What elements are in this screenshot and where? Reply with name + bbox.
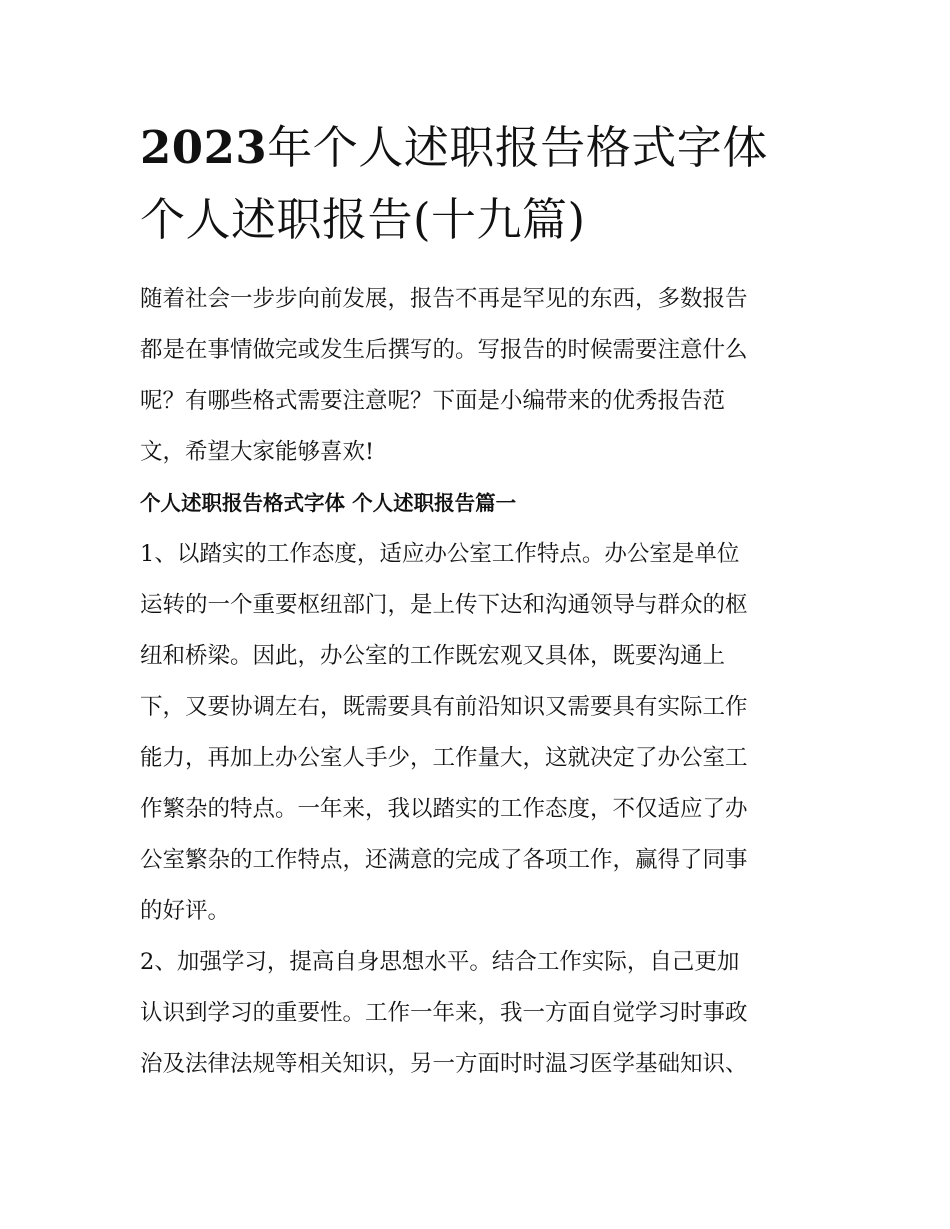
intro-line: 都是在事情做完或发生后撰写的。写报告的时候需要注意什么 [140, 337, 748, 363]
item-1-line: 下，又要协调左右，既需要具有前沿知识又需要具有实际工作 [140, 694, 748, 720]
item-2-line: 治及法律法规等相关知识，另一方面时时温习医学基础知识、 [140, 1051, 748, 1077]
title-line-1 [140, 112, 812, 184]
title-line-1-text: 年个人述职报告格式字体 [267, 121, 768, 174]
document-content [140, 112, 812, 1090]
item-1-paragraph [140, 529, 812, 937]
title-line-2: 个人述职报告(十九篇) [140, 193, 586, 246]
item-2-line: 认识到学习的重要性。工作一年来，我一方面自觉学习时事政 [140, 1000, 748, 1026]
item-1-line: 作繁杂的特点。一年来，我以踏实的工作态度，不仅适应了办 [140, 796, 748, 822]
item-1-line: 能力，再加上办公室人手少，工作量大，这就决定了办公室工 [140, 745, 748, 771]
section-heading: 个人述职报告格式字体 个人述职报告篇一 [140, 491, 517, 515]
item-1-line: 的好评。 [140, 898, 231, 924]
intro-line: 呢？有哪些格式需要注意呢？下面是小编带来的优秀报告范 [140, 388, 726, 414]
intro-line: 随着社会一步步向前发展，报告不再是罕见的东西，多数报告 [140, 286, 748, 312]
item-1-line: 公室繁杂的工作特点，还满意的完成了各项工作，赢得了同事 [140, 847, 748, 873]
item-1-line: 1、以踏实的工作态度，适应办公室工作特点。办公室是单位 [140, 541, 740, 567]
intro-line: 文，希望大家能够喜欢! [140, 439, 375, 465]
document-title [140, 112, 812, 256]
document-body [140, 274, 812, 1090]
intro-paragraph [140, 274, 812, 478]
title-year: 2023 [140, 121, 268, 174]
item-1-line: 运转的一个重要枢纽部门，是上传下达和沟通领导与群众的枢 [140, 592, 748, 618]
item-2-paragraph [140, 937, 812, 1090]
item-1-line: 纽和桥梁。因此，办公室的工作既宏观又具体，既要沟通上 [140, 643, 726, 669]
item-2-line: 2、加强学习，提高自身思想水平。结合工作实际，自己更加 [140, 949, 740, 975]
